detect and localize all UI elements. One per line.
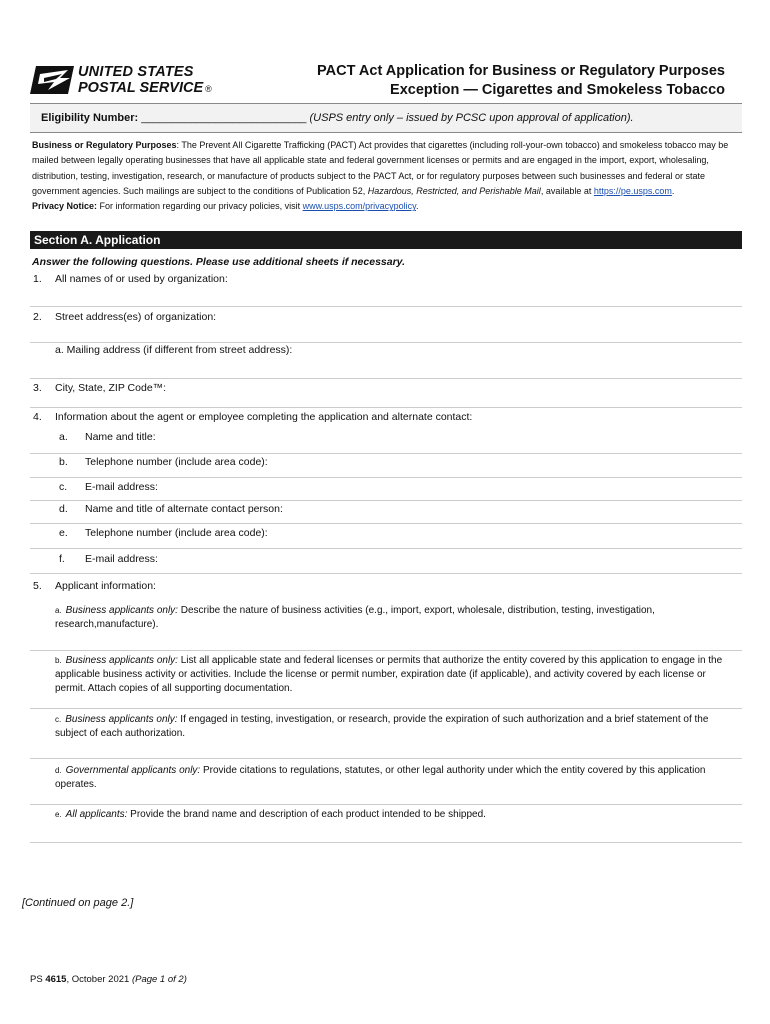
answer-line-4a[interactable] (30, 453, 742, 454)
title-line1: PACT Act Application for Business or Regulatory Purposes (317, 63, 725, 79)
eligibility-bar (30, 103, 742, 133)
answer-line-5c[interactable] (30, 758, 742, 759)
answer-line-5d[interactable] (30, 804, 742, 805)
purposes-text: : The Prevent All Cigarette Trafficking (PACT) Act provides that cigarettes (including roll-your-own tobacco) and smokeless tobacco may be mailed between legally operating businesses that have all applicable state and federal government licenses or permits and are engaged in the import, export, wholesaling, distribution, testing, investigation, research, or manufacture of products subject to the PACT Act, or for regulatory purposes between such businesses and federal or state government agencies. Such mailings are subject to the conditions of Publication 52, (32, 140, 729, 196)
form-footer: PS 4615, October 2021 (Page 1 of 2) (30, 974, 187, 985)
question-1: 1. All names of or used by organization: (33, 273, 228, 285)
form-number: 4615 (45, 974, 67, 985)
question-4b: b. Telephone number (include area code): (59, 456, 268, 468)
eligibility-note: (USPS entry only – issued by PCSC upon approval of application). (309, 112, 634, 124)
title-line2: Exception — Cigarettes and Smokeless Tobacco (390, 82, 725, 98)
question-5: 5. Applicant information: (33, 580, 156, 592)
answer-line-4b[interactable] (30, 477, 742, 478)
privacy-label: Privacy Notice: (32, 201, 98, 212)
answer-line-4e[interactable] (30, 548, 742, 549)
section-instructions: Answer the following questions. Please use additional sheets if necessary. (32, 256, 406, 268)
logo-line1: UNITED STATES (78, 64, 194, 80)
question-4f: f. E-mail address: (59, 553, 158, 565)
question-4e: e. Telephone number (include area code): (59, 527, 268, 539)
answer-line-4c[interactable] (30, 500, 742, 501)
eligibility-blank[interactable]: ___________________________ (141, 112, 307, 124)
intro-paragraph: Business or Regulatory Purposes: The Prevent All Cigarette Trafficking (PACT) Act provides that cigarettes (including roll-your-own tobacco) and smokeless tobacco may be mailed between legally operating businesses that have all applicable state and federal government licenses or permits and are engaged in the import, export, wholesaling, distribution, testing, investigation, research, or manufacture of products subject to the PACT Act, or for regulatory purposes between such businesses and federal or state government agencies. Such mailings are subject to the conditions of Publication 52, Hazardous, Restricted, and Perishable Mail, available at https://pe.usps.com. Privacy Notice: For information regarding our privacy policies, visit www.usps.com/privacypolicy. (32, 140, 729, 212)
answer-line-3[interactable] (30, 407, 742, 408)
form-title (255, 62, 725, 100)
question-4: 4. Information about the agent or employee completing the application and alternate contact: (33, 411, 473, 423)
answer-line-5a[interactable] (30, 650, 742, 651)
question-2a: a. Mailing address (if different from street address): (55, 344, 293, 356)
privacy-policy-link[interactable]: www.usps.com/privacypolicy (302, 201, 416, 212)
publication-title: Hazardous, Restricted, and Perishable Mail (367, 185, 541, 196)
question-5d: d. Governmental applicants only: Provide citations to regulations, statutes, or other legal authority under which the entity covered by this application operates. (55, 765, 706, 790)
eligibility-label: Eligibility Number: (41, 112, 139, 124)
question-5a: a. Business applicants only: Describe the nature of business activities (e.g., import, export, wholesale, distribution, testing, investigation, research,manufacture). (55, 605, 655, 630)
answer-line-4f[interactable] (30, 573, 742, 574)
purposes-label: Business or Regulatory Purposes (32, 140, 177, 150)
answer-line-1[interactable] (30, 306, 742, 307)
continued-note: [Continued on page 2.] (22, 897, 134, 909)
question-2: 2. Street address(es) of organization: (33, 311, 217, 323)
answer-line-5b[interactable] (30, 708, 742, 709)
answer-line-2[interactable] (30, 342, 742, 343)
usps-logo (30, 64, 210, 96)
section-a-header: Section A. Application (30, 231, 742, 249)
answer-line-4d[interactable] (30, 523, 742, 524)
page-indicator: (Page 1 of 2) (131, 974, 187, 985)
question-4a: a. Name and title: (59, 431, 156, 443)
logo-line2: POSTAL SERVICE ® (78, 80, 212, 96)
question-4d: d. Name and title of alternate contact person: (59, 503, 283, 515)
question-4c: c. E-mail address: (59, 481, 158, 493)
question-5e: e. All applicants: Provide the brand name and description of each product intended to be shipped. (55, 809, 486, 820)
answer-line-5e[interactable] (30, 842, 742, 843)
question-5c: c. Business applicants only: If engaged in testing, investigation, or research, provide the expiration of such authorization and a brief statement of the subject of each authorization. (55, 714, 709, 739)
question-5b: b. Business applicants only: List all applicable state and federal licenses or permits that authorize the entity covered by this application to engage in the applicable business activity or activities. Include the license or permit number, expiration date (if applicable), and activity covered by each license or permit. Attach copies of all supporting documentation. (55, 655, 723, 694)
question-3: 3. City, State, ZIP Code™: (33, 382, 167, 394)
answer-line-2a[interactable] (30, 378, 742, 379)
pe-usps-link[interactable]: https://pe.usps.com (593, 185, 672, 196)
eagle-logo-icon (30, 64, 74, 96)
